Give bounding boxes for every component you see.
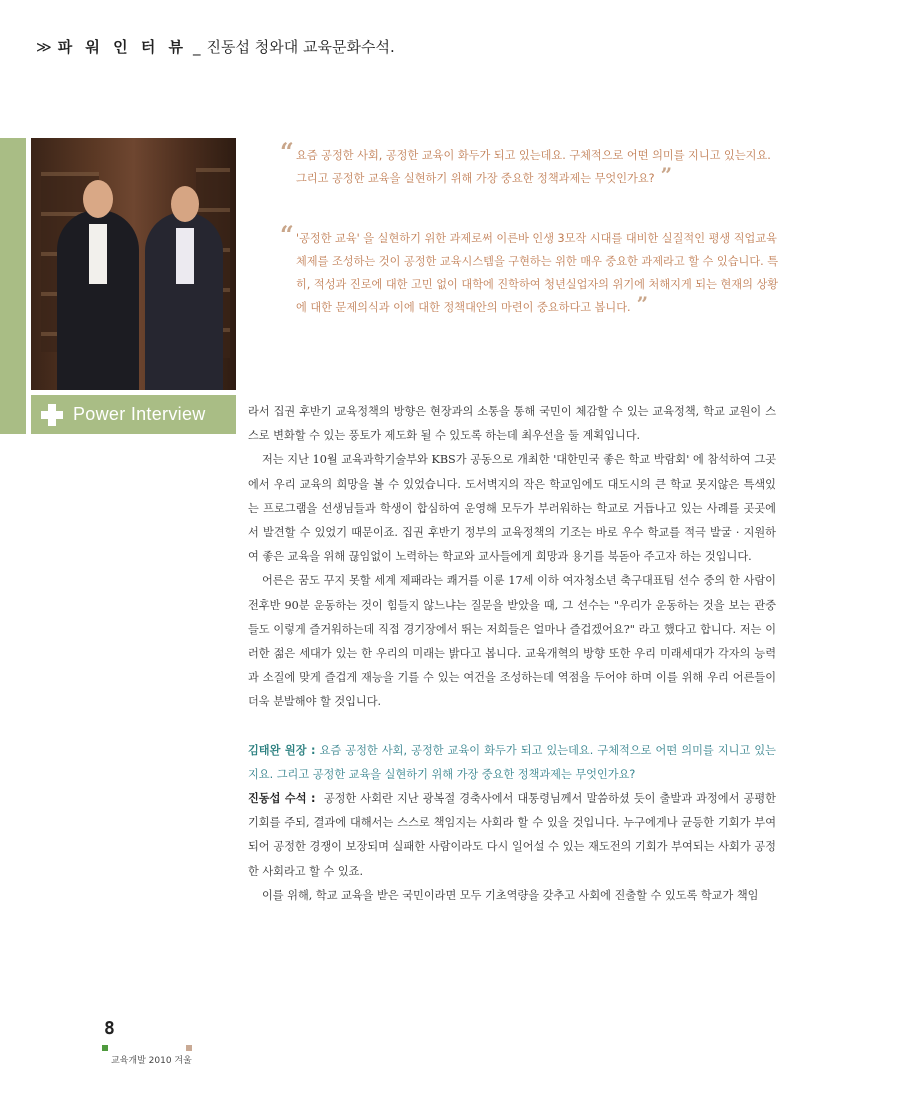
answer-speaker: 진동섭 수석 : — [248, 792, 316, 806]
page-number: 8 — [104, 1018, 115, 1039]
section-title: 파 워 인 터 뷰 — [57, 38, 188, 56]
body-paragraph: 이를 위해, 학교 교육을 받은 국민이라면 모두 기초역량을 갖추고 사회에 진출할 수 있도록 학교가 책임 — [262, 888, 759, 902]
power-interview-label — [31, 395, 236, 434]
question-speaker: 김태완 원장 : — [248, 743, 316, 757]
open-quote-icon: “ — [280, 220, 294, 249]
publication-footer: 교육개발 2010 겨울 — [111, 1056, 192, 1066]
close-quote-icon: ” — [660, 163, 673, 187]
body-paragraph: 어른은 꿈도 꾸지 못할 세계 제패라는 쾌거를 이룬 17세 이하 여자청소년 축구대표팀 선수 중의 한 사람이 전후반 90분 운동하는 것이 힘들지 않느냐는 질문을 받았을 때, 그 선수는 "우리가 운동하는 것을 보는 관중들도 이렇게 즐거워하는데 직접 경기장에서 뛰는 저희들은 얼마나 즐겁겠어요?" 라고 했다고 합니다. 저는 이러한 젊은 세대가 있는 한 우리의 미래는 밝다고 봅니다. 교육개혁의 방향 또한 우리 미래세대가 각자의 능력과 소질에 맞게 즐겁게 재능을 기를 수 있는 여건을 조성하는데 역점을 두어야 하며 이를 위해 우리 어른들이 더욱 분발해야 할 것입니다. — [248, 574, 776, 709]
double-chevron-icon: ≫ — [36, 38, 52, 56]
power-interview-text: Power Interview — [73, 404, 206, 424]
header-subtitle: 진동섭 청와대 교육문화수석. — [206, 38, 395, 56]
accent-side-bar — [0, 138, 26, 434]
tan-square-icon — [186, 1045, 192, 1051]
page-header — [36, 36, 395, 57]
article-body — [248, 400, 776, 908]
pull-quote-question: “ 요즘 공정한 사회, 공정한 교육이 화두가 되고 있는데요. 구체적으로 어떤 의미를 지니고 있는지요. 그리고 공정한 교육을 실현하기 위해 가장 중요한 정책과제는 무엇인가요? ” — [280, 137, 771, 187]
interview-question: 김태완 원장 : 요즘 공정한 사회, 공정한 교육이 화두가 되고 있는데요. 구체적으로 어떤 의미를 지니고 있는지요. 그리고 공정한 교육을 실현하기 위해 가장 중요한 정책과제는 무엇인가요? — [248, 743, 776, 781]
open-quote-icon: “ — [280, 137, 294, 166]
close-quote-icon: ” — [636, 292, 649, 316]
plus-icon — [41, 404, 63, 426]
interview-answer: 진동섭 수석 : 공정한 사회란 지난 광복절 경축사에서 대통령님께서 말씀하셨 듯이 출발과 과정에서 공평한 기회를 주되, 결과에 대해서는 스스로 책임지는 사회라 할 수 있을 것입니다. 누구에게나 균등한 기회가 부여되어 공정한 경쟁이 보장되며 실패한 사람이라도 다시 일어설 수 있는 재도전의 기회가 부여되는 사회가 공정한 사회라고 할 수 있죠. — [248, 792, 776, 878]
green-square-icon — [102, 1045, 108, 1051]
interview-photo — [31, 138, 236, 390]
header-separator: _ — [193, 38, 201, 56]
pull-quote-answer: “ '공정한 교육' 을 실현하기 위한 과제로써 이른바 인생 3모작 시대를 대비한 실질적인 평생 직업교육체제를 조성하는 것이 공정한 교육시스템을 구현하는 위한 매우 중요한 과제라고 할 수 있습니다. 특히, 적성과 진로에 대한 고민 없이 대학에 진학하여 청년실업자의 위기에 처해지게 되는 현재의 상황에 대한 문제의식과 이에 대한 정책대안의 마련이 중요하다고 봅니다. ” — [280, 220, 779, 316]
body-paragraph: 라서 집권 후반기 교육정책의 방향은 현장과의 소통을 통해 국민이 체감할 수 있는 교육정책, 학교 교원이 스스로 변화할 수 있는 풍토가 제도화 될 수 있도록 하는데 최우선을 둘 계획입니다. — [248, 405, 776, 443]
body-paragraph: 저는 지난 10월 교육과학기술부와 KBS가 공동으로 개최한 '대한민국 좋은 학교 박람회' 에 참석하여 그곳에서 우리 교육의 희망을 볼 수 있었습니다. 도서벽지의 작은 학교임에도 대도시의 큰 학교 못지않은 특색있는 프로그램을 선생님들과 학생이 합심하여 운영해 모두가 부러워하는 학교로 거듭나고 있는 사례를 곳곳에서 발견할 수 있었기 때문이죠. 집권 후반기 정부의 교육정책의 기조는 바로 우수 학교를 적극 발굴 · 지원하여 좋은 교육을 위해 끊임없이 노력하는 학교와 교사들에게 희망과 용기를 북돋아 주고자 하는 것입니다. — [248, 453, 776, 564]
